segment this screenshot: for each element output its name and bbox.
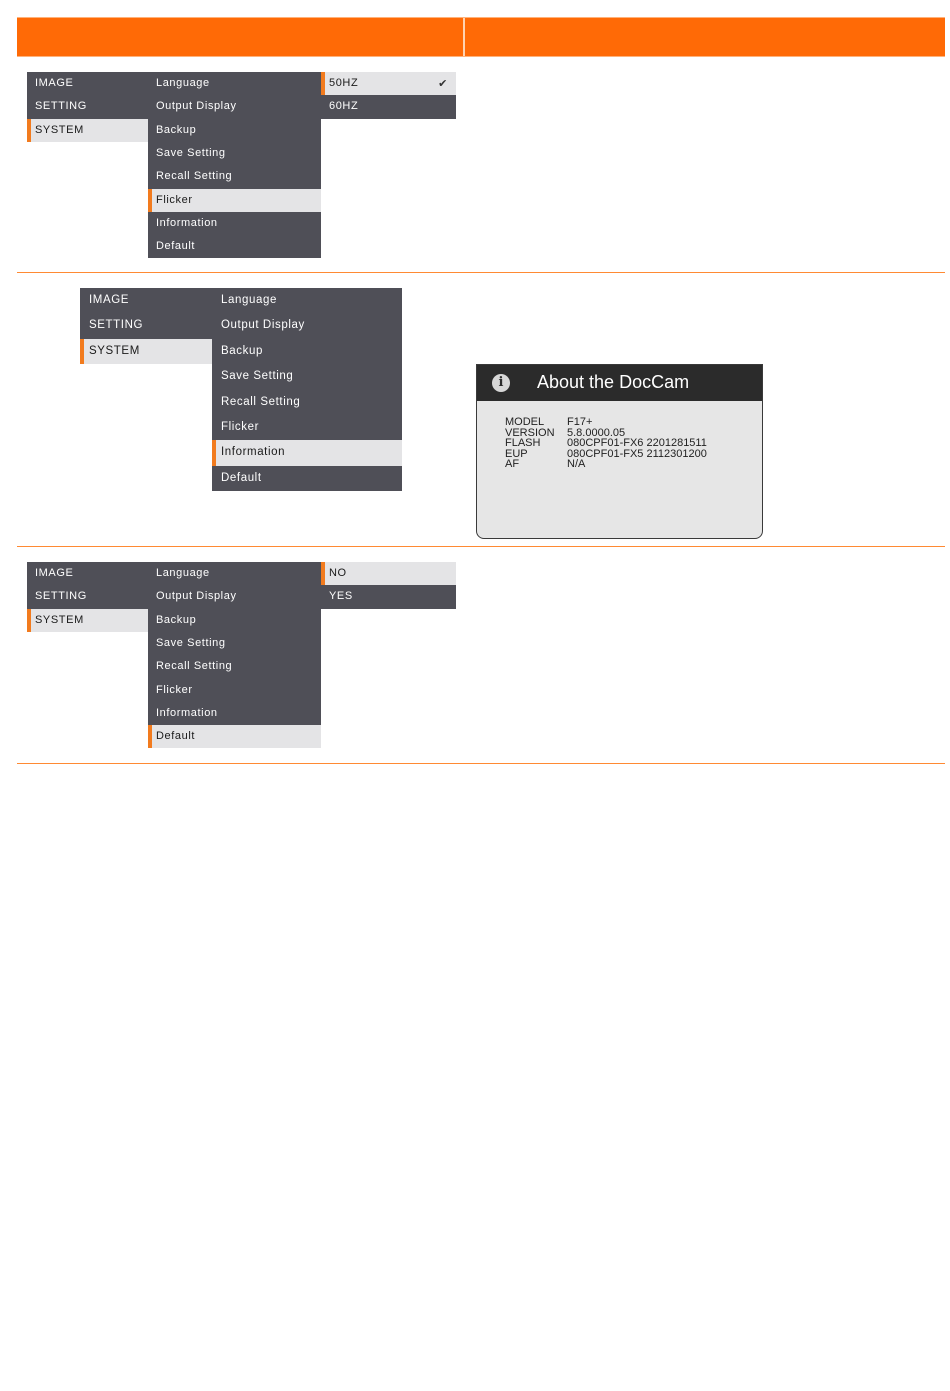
category-setting[interactable]: SETTING [89,319,144,332]
menu-item-output-display[interactable]: Output Display [156,590,237,603]
flicker-options [321,72,456,119]
menu-item-default[interactable]: Default [156,240,196,253]
category-column [27,72,148,142]
information-osd-menu [80,288,402,491]
menu-item-backup[interactable]: Backup [156,123,197,136]
menu-item-default[interactable]: Default [148,725,321,748]
menu-item-save-setting[interactable]: Save Setting [221,370,294,383]
info-key: VERSION [505,426,555,439]
header-cell-right [465,18,945,56]
row-divider-1 [17,272,945,273]
info-key: AF [505,458,520,471]
info-icon: i [492,374,510,392]
about-dialog [476,364,763,539]
menu-item-recall-setting[interactable]: Recall Setting [156,170,233,183]
flicker-osd-menu [27,72,457,258]
menu-item-backup[interactable]: Backup [156,613,197,626]
category-system[interactable]: SYSTEM [27,609,148,632]
system-submenu [148,562,321,748]
info-key: EUP [505,447,528,460]
category-image[interactable]: IMAGE [35,77,74,89]
system-submenu [212,288,402,491]
about-dialog-title: About the DocCam [537,372,690,392]
menu-item-language[interactable]: Language [221,294,277,306]
menu-item-save-setting[interactable]: Save Setting [156,636,226,649]
about-dialog-header [477,365,762,401]
table-header [17,17,945,57]
category-system[interactable]: SYSTEM [27,119,148,142]
menu-item-recall-setting[interactable]: Recall Setting [221,395,301,408]
category-setting[interactable]: SETTING [35,590,87,603]
option-60hz[interactable]: 60HZ [329,100,359,113]
menu-item-language[interactable]: Language [156,77,210,89]
info-value: N/A [567,458,586,471]
category-column [80,288,212,364]
default-osd-menu [27,562,457,748]
info-value: 5.8.0000.05 [567,426,626,439]
system-submenu [148,72,321,258]
category-image[interactable]: IMAGE [89,294,130,306]
menu-item-output-display[interactable]: Output Display [156,100,237,113]
info-value: F17+ [567,416,593,428]
option-50hz-label: 50HZ [329,77,359,89]
menu-item-language[interactable]: Language [156,567,210,579]
category-column [27,562,148,632]
menu-item-flicker[interactable]: Flicker [148,189,321,212]
default-options [321,562,456,609]
menu-item-recall-setting[interactable]: Recall Setting [156,660,233,673]
info-value: 080CPF01-FX5 2112301200 [567,447,707,460]
checkmark-icon: ✔ [438,77,448,90]
category-setting[interactable]: SETTING [35,100,87,113]
info-key: FLASH [505,437,541,450]
menu-item-default[interactable]: Default [221,471,262,484]
option-no[interactable]: NO [321,562,456,585]
menu-item-backup[interactable]: Backup [221,344,263,357]
menu-item-output-display[interactable]: Output Display [221,319,305,332]
menu-item-information[interactable]: Information [156,216,218,229]
row-divider-2 [17,546,945,547]
category-system[interactable]: SYSTEM [80,339,212,364]
menu-item-information[interactable]: Information [212,440,402,465]
row-divider-3 [17,763,945,764]
header-cell-left [17,18,463,56]
menu-item-flicker[interactable]: Flicker [156,683,193,696]
info-key: MODEL [505,416,545,428]
option-50hz[interactable] [321,72,456,95]
option-yes[interactable]: YES [329,590,353,603]
info-value: 080CPF01-FX6 2201281511 [567,437,707,450]
menu-item-flicker[interactable]: Flicker [221,421,260,433]
menu-item-information[interactable]: Information [156,706,218,719]
category-image[interactable]: IMAGE [35,567,74,579]
menu-item-save-setting[interactable]: Save Setting [156,146,226,159]
